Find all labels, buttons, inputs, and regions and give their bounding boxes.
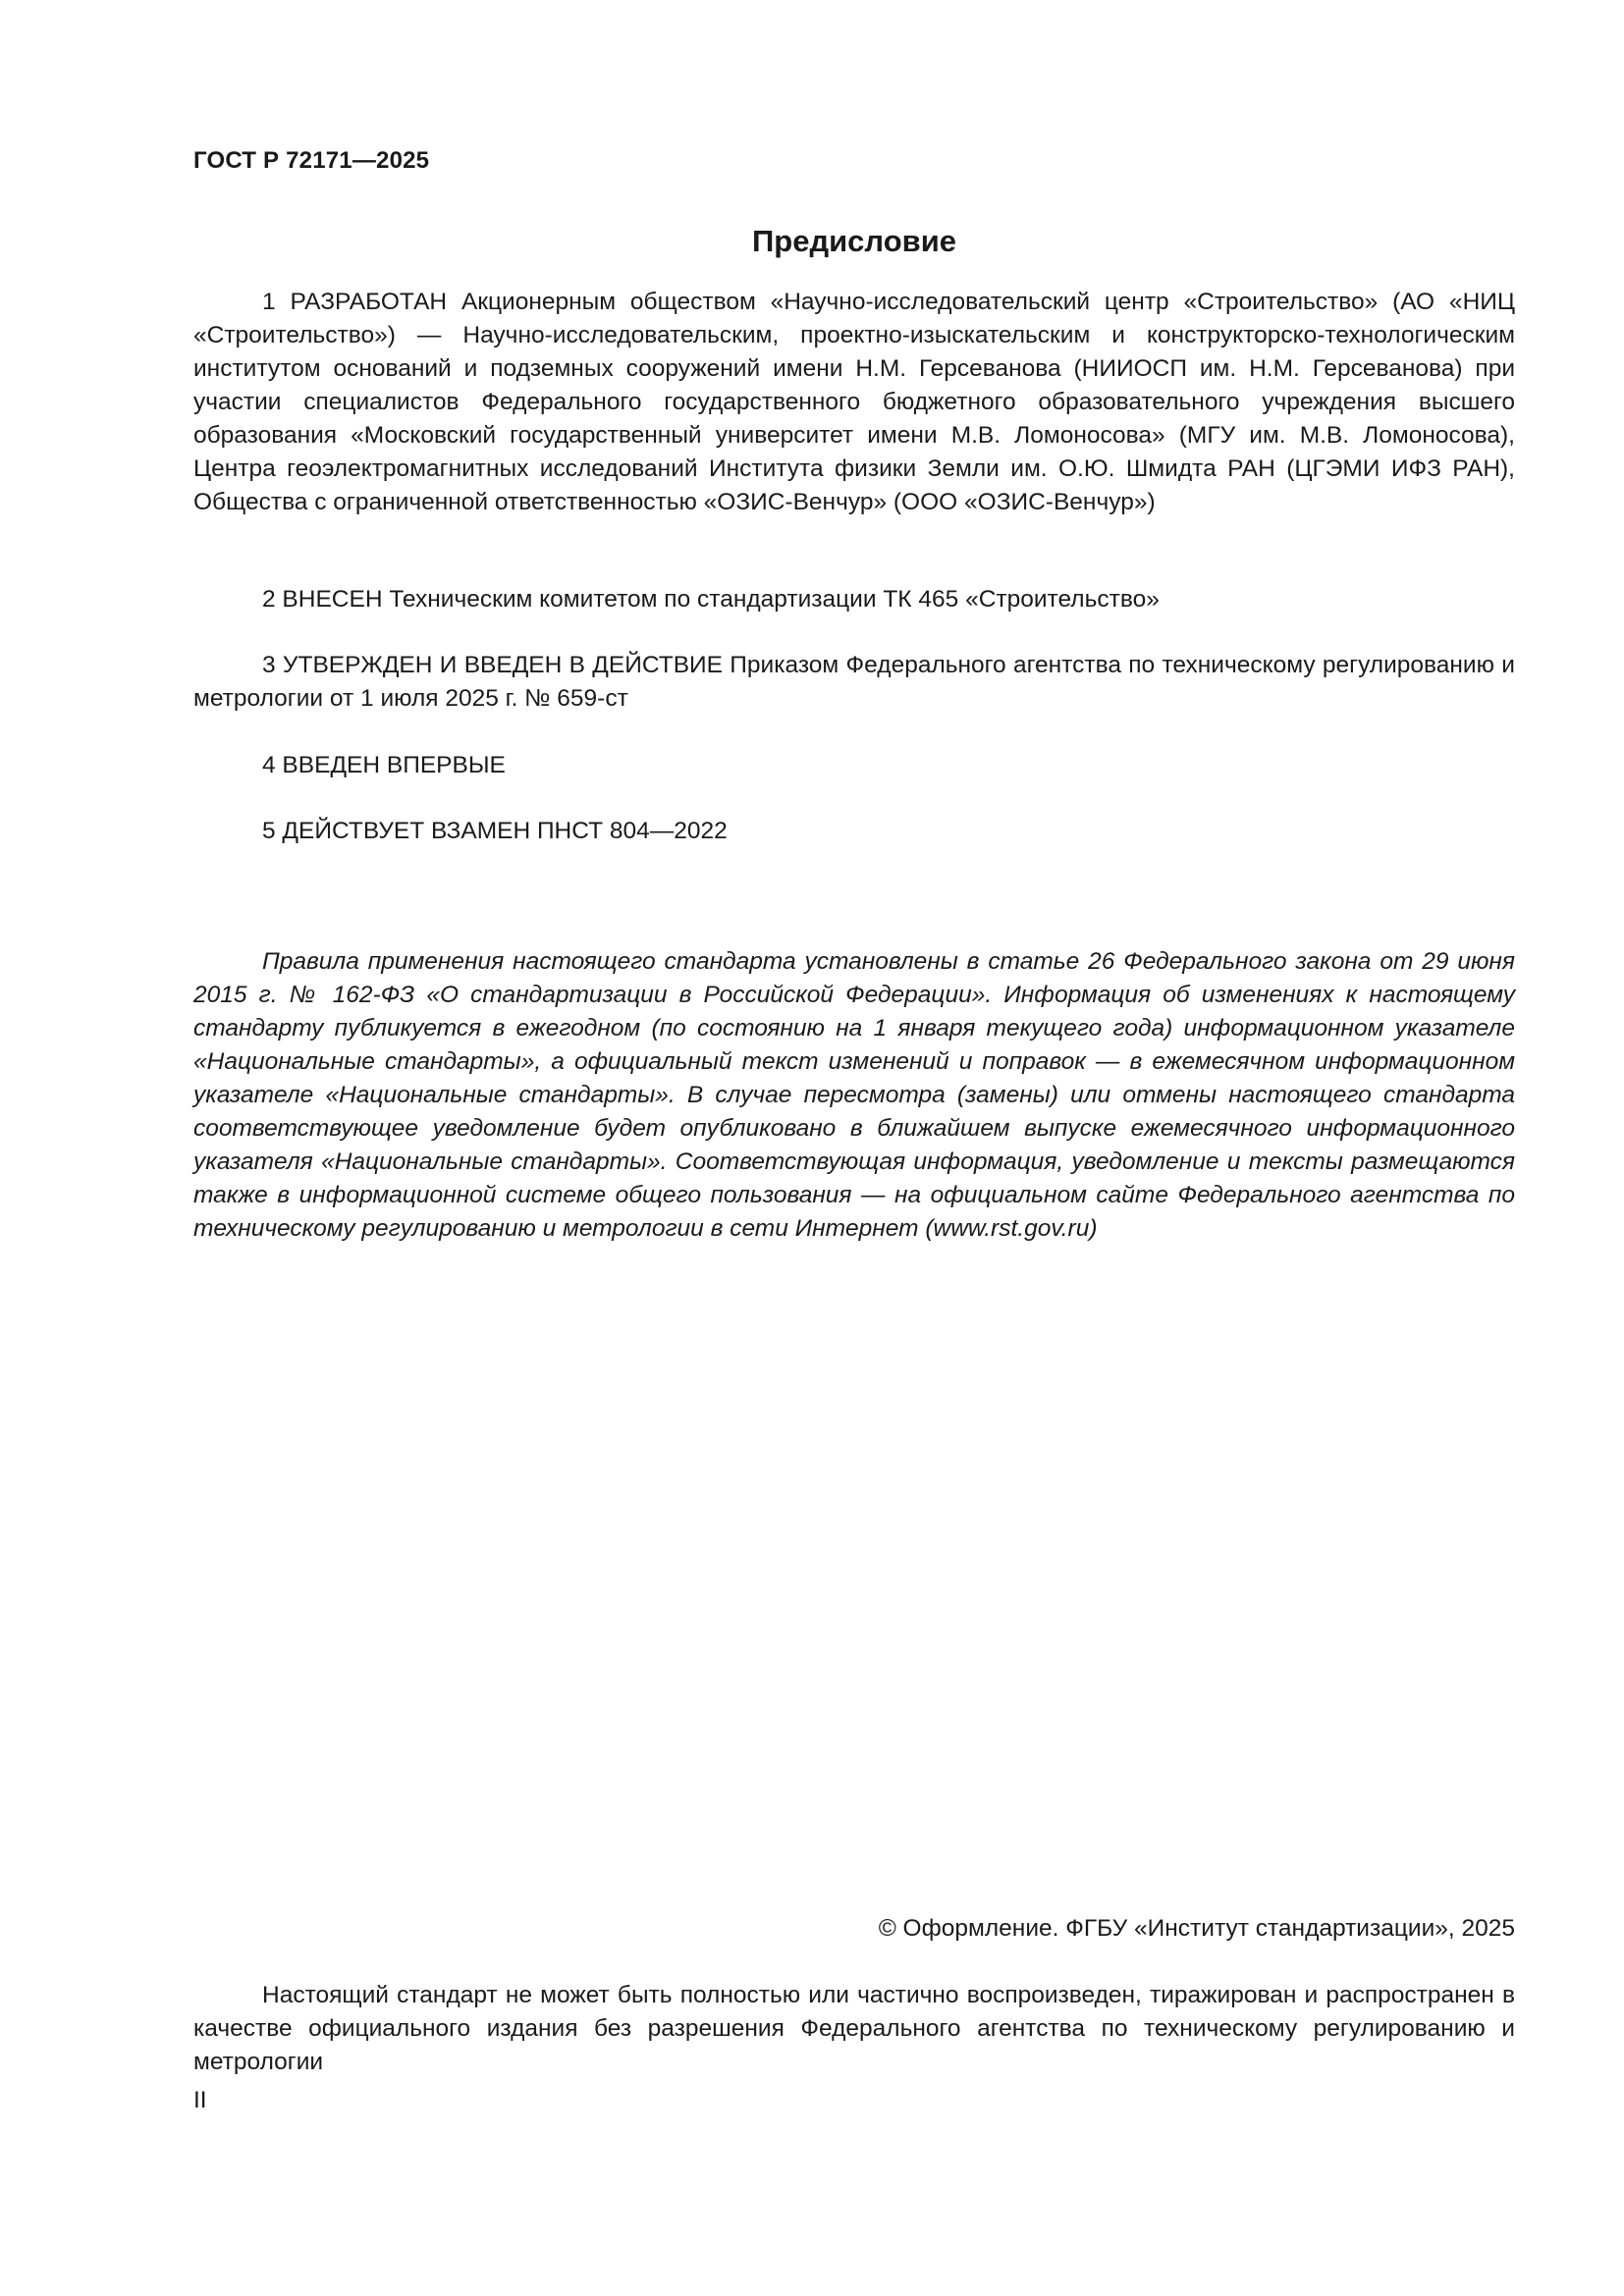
page-number: II: [193, 2087, 207, 2113]
reproduction-notice: Настоящий стандарт не может быть полностью или частично воспроизведен, тиражирован и распространен в качестве официального издания без разрешения Федерального агентства по техническому регулированию и метрологии: [193, 1982, 1515, 2075]
foreword-item-3: 3 УТВЕРЖДЕН И ВВЕДЕН В ДЕЙСТВИЕ Приказом Федерального агентства по техническому регулированию и метрологии от 1 июля 2025 г. № 659-ст: [193, 652, 1515, 712]
page-title: Предисловие: [751, 224, 956, 258]
foreword-item-2: 2 ВНЕСЕН Техническим комитетом по стандартизации ТК 465 «Строительство»: [262, 586, 1160, 613]
foreword-item-1: 1 РАЗРАБОТАН Акционерным обществом «Научно-исследовательский центр «Строительство» (АО «НИЦ «Строительство») — Научно-исследовательским, проектно-изыскательским и конструкторско-технологическим институтом оснований и подземных сооружений имени Н.М. Герсеванова (НИИОСП им. Н.М. Герсеванова) при участии специалистов Федерального государственного бюджетного образовательного учреждения высшего образования «Московский государственный университет имени М.В. Ломоносова» (МГУ им. М.В. Ломоносова), Центра геоэлектромагнитных исследований Института физики Земли им. О.Ю. Шмидта РАН (ЦГЭМИ ИФЗ РАН), Общества с ограниченной ответственностью «ОЗИС-Венчур» (ООО «ОЗИС-Венчур»): [193, 289, 1515, 515]
application-rules-text: Правила применения настоящего стандарта установлены в статье 26 Федерального закона от 29 июня 2015 г. № 162-ФЗ «О стандартизации в Российской Федерации». Информация об изменениях к настоящему стандарту публикуется в ежегодном (по состоянию на 1 января текущего года) информационном указателе «Национальные стандарты», а официальный текст изменений и поправок — в ежемесячном информационном указателе «Национальные стандарты». В случае пересмотра (замены) или отмены настоящего стандарта соответствующее уведомление будет опубликовано в ближайшем выпуске ежемесячного информационного указателя «Национальные стандарты». Соответствующая информация, уведомление и тексты размещаются также в информационной системе общего пользования — на официальном сайте Федерального агентства по техническому регулированию и метрологии в сети Интернет (www.rst.gov.ru): [193, 948, 1515, 1242]
document-id: ГОСТ Р 72171—2025: [193, 147, 430, 174]
foreword-item-4: 4 ВВЕДЕН ВПЕРВЫЕ: [262, 752, 506, 778]
copyright-line: © Оформление. ФГБУ «Институт стандартизации», 2025: [878, 1915, 1515, 1942]
foreword-item-5: 5 ДЕЙСТВУЕТ ВЗАМЕН ПНСТ 804—2022: [262, 818, 728, 844]
